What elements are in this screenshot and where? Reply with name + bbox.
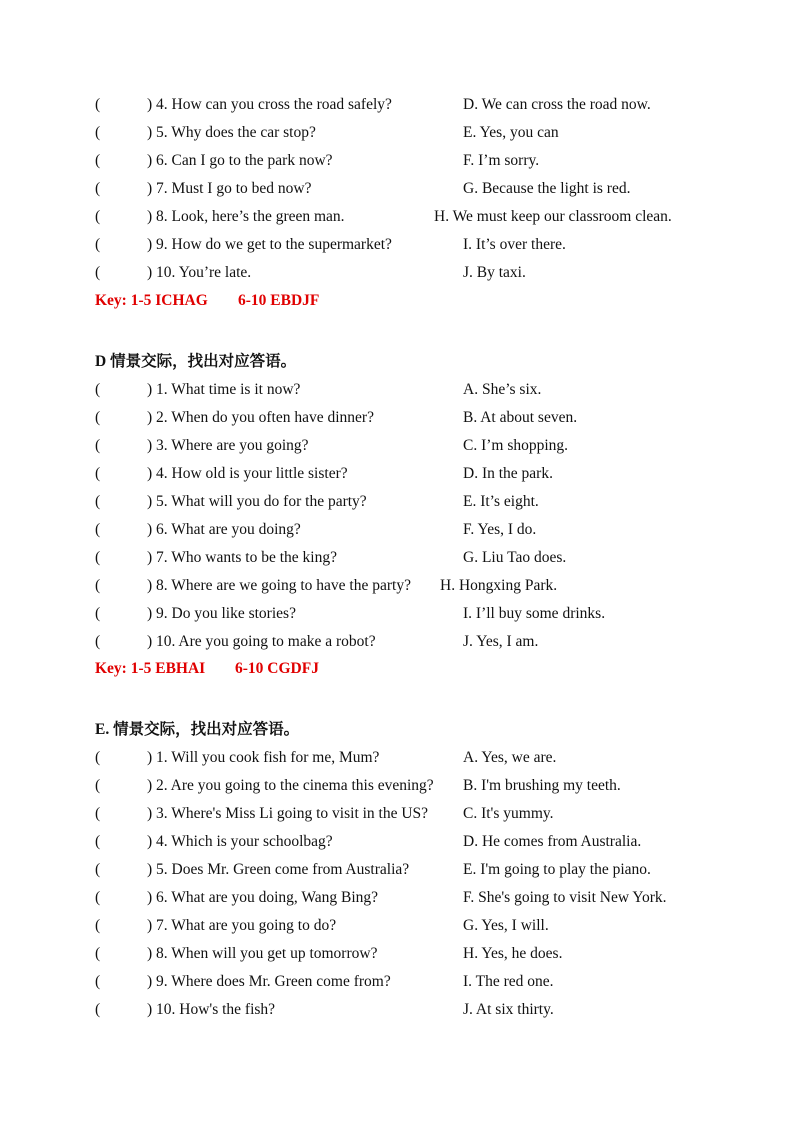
- answer-blank-open: (: [95, 633, 101, 650]
- answer-option: H. Yes, he does.: [463, 945, 563, 962]
- answer-option: A. Yes, we are.: [463, 749, 557, 766]
- answer-option: J. By taxi.: [463, 264, 526, 281]
- answer-blank-open: (: [95, 409, 101, 426]
- answer-blank-open: (: [95, 152, 101, 169]
- matching-row: [0, 121, 800, 145]
- answer-option: A. She’s six.: [463, 381, 542, 398]
- section-heading: E. 情景交际，找出对应答语。: [95, 721, 300, 738]
- matching-row: [0, 233, 800, 257]
- answer-blank-open: (: [95, 833, 101, 850]
- answer-option: C. It's yummy.: [463, 805, 554, 822]
- answer-blank-open: (: [95, 208, 101, 225]
- question-text: ) 3. Where's Miss Li going to visit in the US?: [147, 805, 429, 822]
- question-text: ) 2. Are you going to the cinema this evening?: [147, 777, 434, 794]
- matching-row: [0, 886, 800, 910]
- answer-blank-open: (: [95, 465, 101, 482]
- answer-blank-open: (: [95, 945, 101, 962]
- matching-row: [0, 574, 800, 598]
- answer-blank-open: (: [95, 805, 101, 822]
- matching-row: [0, 177, 800, 201]
- question-text: ) 6. What are you doing, Wang Bing?: [147, 889, 379, 906]
- question-text: ) 6. What are you doing?: [147, 521, 301, 538]
- answer-option: I. It’s over there.: [463, 236, 566, 253]
- answer-blank-open: (: [95, 749, 101, 766]
- matching-row: [0, 942, 800, 966]
- question-text: ) 10. Are you going to make a robot?: [147, 633, 376, 650]
- answer-key-part2: 6-10 EBDJF: [238, 292, 320, 309]
- question-text: ) 1. Will you cook fish for me, Mum?: [147, 749, 380, 766]
- matching-row: [0, 774, 800, 798]
- answer-blank-open: (: [95, 973, 101, 990]
- answer-option: I. I’ll buy some drinks.: [463, 605, 606, 622]
- answer-key-part1: Key: 1-5 ICHAG: [95, 292, 208, 309]
- answer-blank-open: (: [95, 889, 101, 906]
- matching-row: [0, 434, 800, 458]
- matching-row: [0, 149, 800, 173]
- question-text: ) 3. Where are you going?: [147, 437, 309, 454]
- question-text: ) 10. How's the fish?: [147, 1001, 276, 1018]
- matching-row: [0, 378, 800, 402]
- question-text: ) 7. What are you going to do?: [147, 917, 337, 934]
- matching-row: [0, 490, 800, 514]
- answer-option: E. It’s eight.: [463, 493, 539, 510]
- question-text: ) 1. What time is it now?: [147, 381, 301, 398]
- question-text: ) 4. Which is your schoolbag?: [147, 833, 333, 850]
- section-heading: D 情景交际，找出对应答语。: [95, 353, 297, 370]
- answer-blank-open: (: [95, 264, 101, 281]
- answer-option: J. Yes, I am.: [463, 633, 539, 650]
- question-text: ) 9. Do you like stories?: [147, 605, 296, 622]
- answer-option: C. I’m shopping.: [463, 437, 569, 454]
- question-text: ) 8. Where are we going to have the party?: [147, 577, 411, 594]
- answer-blank-open: (: [95, 236, 101, 253]
- matching-row: [0, 518, 800, 542]
- answer-blank-open: (: [95, 124, 101, 141]
- question-text: ) 10. You’re late.: [147, 264, 252, 281]
- answer-key-part2: 6-10 CGDFJ: [235, 660, 319, 677]
- matching-row: [0, 914, 800, 938]
- answer-key-part1: Key: 1-5 EBHAI: [95, 660, 206, 677]
- answer-option: H. We must keep our classroom clean.: [434, 208, 672, 225]
- matching-row: [0, 970, 800, 994]
- matching-row: [0, 998, 800, 1022]
- answer-option: G. Liu Tao does.: [463, 549, 567, 566]
- answer-blank-open: (: [95, 577, 101, 594]
- answer-key: [95, 289, 495, 313]
- question-text: ) 5. Why does the car stop?: [147, 124, 316, 141]
- answer-blank-open: (: [95, 493, 101, 510]
- matching-row: [0, 630, 800, 654]
- matching-row: [0, 261, 800, 285]
- question-text: ) 8. When will you get up tomorrow?: [147, 945, 378, 962]
- answer-blank-open: (: [95, 605, 101, 622]
- answer-blank-open: (: [95, 521, 101, 538]
- answer-key: [95, 657, 495, 681]
- answer-option: D. He comes from Australia.: [463, 833, 642, 850]
- answer-blank-open: (: [95, 917, 101, 934]
- answer-option: D. In the park.: [463, 465, 553, 482]
- answer-blank-open: (: [95, 381, 101, 398]
- matching-row: [0, 830, 800, 854]
- answer-option: F. She's going to visit New York.: [463, 889, 667, 906]
- question-text: ) 5. What will you do for the party?: [147, 493, 367, 510]
- matching-row: [0, 406, 800, 430]
- question-text: ) 4. How old is your little sister?: [147, 465, 348, 482]
- answer-option: E. I'm going to play the piano.: [463, 861, 651, 878]
- answer-blank-open: (: [95, 96, 101, 113]
- matching-row: [0, 746, 800, 770]
- answer-blank-open: (: [95, 180, 101, 197]
- question-text: ) 7. Who wants to be the king?: [147, 549, 337, 566]
- answer-blank-open: (: [95, 549, 101, 566]
- answer-option: B. I'm brushing my teeth.: [463, 777, 621, 794]
- matching-row: [0, 546, 800, 570]
- matching-row: [0, 93, 800, 117]
- answer-option: B. At about seven.: [463, 409, 578, 426]
- matching-row: [0, 602, 800, 626]
- answer-option: J. At six thirty.: [463, 1001, 554, 1018]
- question-text: ) 4. How can you cross the road safely?: [147, 96, 392, 113]
- answer-option: I. The red one.: [463, 973, 554, 990]
- matching-row: [0, 205, 800, 229]
- question-text: ) 9. Where does Mr. Green come from?: [147, 973, 391, 990]
- answer-option: D. We can cross the road now.: [463, 96, 651, 113]
- answer-option: E. Yes, you can: [463, 124, 559, 141]
- matching-row: [0, 858, 800, 882]
- question-text: ) 2. When do you often have dinner?: [147, 409, 374, 426]
- answer-blank-open: (: [95, 1001, 101, 1018]
- question-text: ) 7. Must I go to bed now?: [147, 180, 312, 197]
- matching-row: [0, 462, 800, 486]
- question-text: ) 8. Look, here’s the green man.: [147, 208, 345, 225]
- answer-blank-open: (: [95, 777, 101, 794]
- answer-option: F. I’m sorry.: [463, 152, 540, 169]
- matching-row: [0, 802, 800, 826]
- answer-blank-open: (: [95, 437, 101, 454]
- answer-option: H. Hongxing Park.: [440, 577, 558, 594]
- answer-blank-open: (: [95, 861, 101, 878]
- question-text: ) 6. Can I go to the park now?: [147, 152, 333, 169]
- answer-option: G. Because the light is red.: [463, 180, 631, 197]
- question-text: ) 9. How do we get to the supermarket?: [147, 236, 392, 253]
- answer-option: G. Yes, I will.: [463, 917, 549, 934]
- question-text: ) 5. Does Mr. Green come from Australia?: [147, 861, 410, 878]
- answer-option: F. Yes, I do.: [463, 521, 537, 538]
